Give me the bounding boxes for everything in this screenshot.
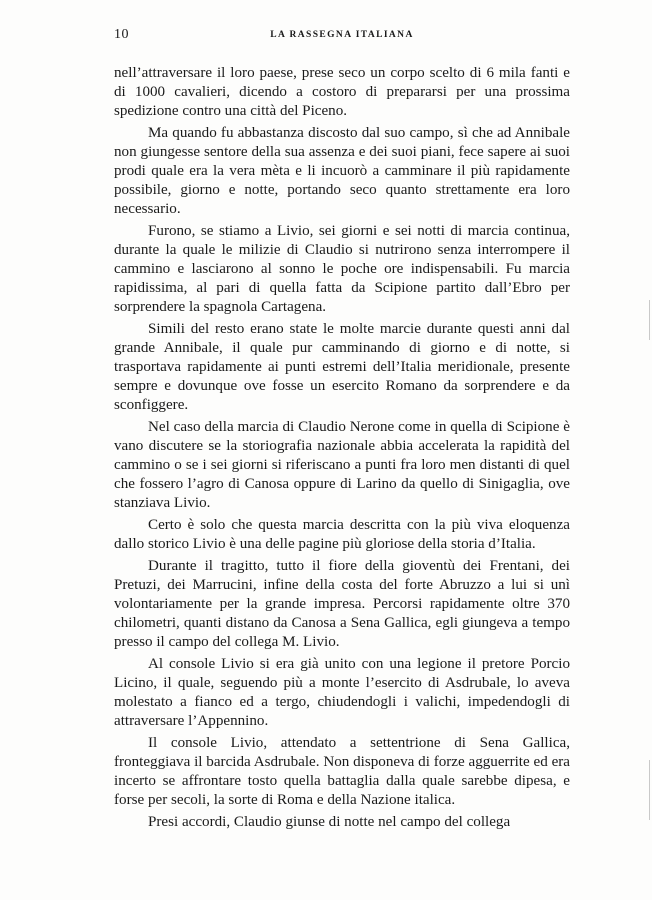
paragraph: Ma quando fu abbastanza discosto dal suo campo, sì che ad Annibale non giungesse sentore della sua assenza e dei suoi piani, fece sapere ai suoi prodi quale era la vera mèta e li incuorò a camminare il più rapidamente possibile, giorno e notte, portando seco quanto strettamente era loro necessario.: [114, 125, 570, 217]
page-number: 10: [114, 27, 129, 42]
paragraph: Il console Livio, attendato a settentrione di Sena Gallica, fronteggiava il barcida Asdrubale. Non disponeva di forze agguerrite ed era incerto se affrontare tosto quella battaglia dalla quale sarebbe dipesa, e forse per secoli, la sorte di Roma e della Nazione italica.: [114, 735, 570, 808]
page-header: [114, 27, 570, 43]
paragraph: nell’attraversare il loro paese, prese seco un corpo scelto di 6 mila fanti e di 1000 cavalieri, dicendo a costoro di prepararsi per una prossima spedizione contro una città del Piceno.: [114, 65, 570, 119]
scan-margin-line: [649, 300, 650, 340]
paragraph: Nel caso della marcia di Claudio Nerone come in quella di Scipione è vano discutere se la storiografia nazionale abbia accelerata la rapidità del cammino o se i sei giorni si riferiscano a punti fra loro men distanti di quel che fossero l’agro di Canosa oppure di Larino da quello di Sinigaglia, ove stanziava Livio.: [114, 419, 570, 511]
paragraph: Certo è solo che questa marcia descritta con la più viva eloquenza dallo storico Livio è una delle pagine più gloriose della storia d’Italia.: [114, 517, 570, 552]
scan-margin-line: [649, 760, 650, 820]
paragraph: Al console Livio si era già unito con una legione il pretore Porcio Licino, il quale, seguendo più a monte l’esercito di Asdrubale, lo aveva molestato a fianco ed a tergo, chiudendogli i valichi, impedendogli di attraversare l’Appennino.: [114, 656, 570, 729]
body-text: [114, 64, 570, 835]
paragraph: Durante il tragitto, tutto il fiore della gioventù dei Frentani, dei Pretuzi, dei Marrucini, infine della costa del forte Abruzzo a lui si unì volontariamente per la grande impresa. Percorsi rapidamente oltre 370 chilometri, quanti distano da Canosa a Sena Gallica, egli giungeva a tempo presso il campo del collega M. Livio.: [114, 558, 570, 650]
paragraph: Presi accordi, Claudio giunse di notte nel campo del collega: [148, 814, 511, 830]
running-title: LA RASSEGNA ITALIANA: [270, 30, 414, 40]
paragraph: Simili del resto erano state le molte marcie durante questi anni dal grande Annibale, il quale pur camminando di giorno e di notte, si trasportava rapidamente ai punti estremi dell’Italia meridionale, presente sempre e dovunque ove fosse un esercito Romano da sorprendere e da sconfiggere.: [114, 321, 570, 413]
paragraph: Furono, se stiamo a Livio, sei giorni e sei notti di marcia continua, durante la quale le milizie di Claudio si nutrirono senza interrompere il cammino e lasciarono al sonno le poche ore indispensabili. Fu marcia rapidissima, al pari di quella fatta da Scipione partito dall’Ebro per sorprendere la spagnola Cartagena.: [114, 223, 570, 315]
